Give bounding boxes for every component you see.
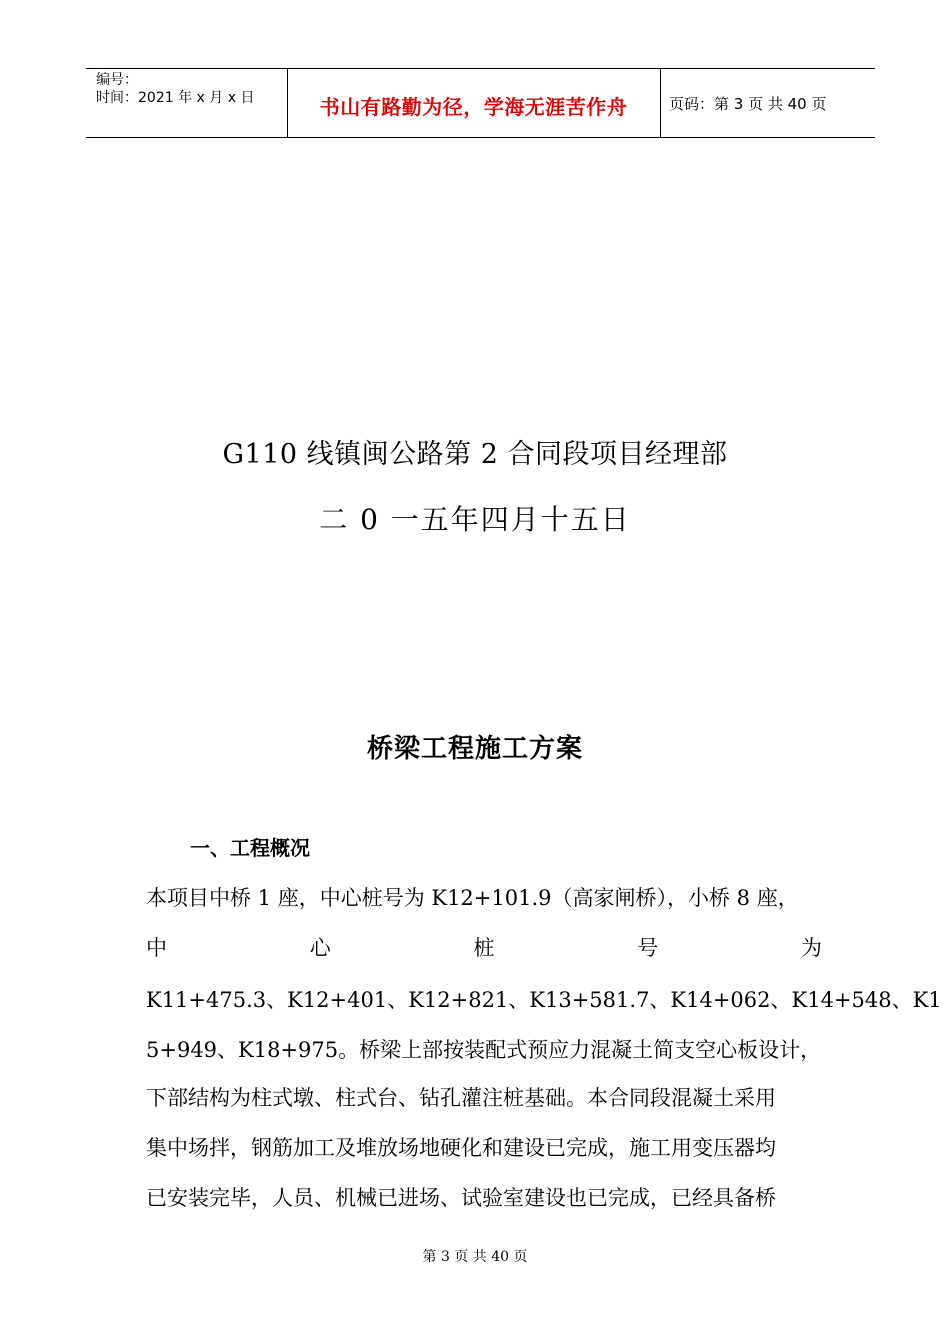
- justified-char: 心: [309, 936, 331, 960]
- justified-char: 桩: [473, 936, 495, 960]
- header-page-number: 页码：第 3 页 共 40 页: [669, 95, 827, 113]
- header-number: 编号：: [96, 72, 138, 88]
- paragraph-line: K11+475.3、K12+401、K12+821、K13+581.7、K14+062、K14+548、K1: [146, 988, 942, 1012]
- page-footer: 第 3 页 共 40 页: [422, 1249, 528, 1265]
- document-header: [86, 68, 875, 138]
- paragraph-line: 已安装完毕，人员、机械已进场、试验室建设也已完成，已经具备桥: [146, 1186, 776, 1210]
- header-meta: [96, 71, 254, 107]
- cover-date: 二 0 一五年四月十五日: [319, 503, 631, 536]
- paragraph-line: 集中场拌，钢筋加工及堆放场地硬化和建设已完成，施工用变压器均: [146, 1136, 776, 1160]
- header-motto: 书山有路勤为径，学海无涯苦作舟: [319, 95, 628, 119]
- paragraph-line: 下部结构为柱式墩、柱式台、钻孔灌注桩基础。本合同段混凝土采用: [146, 1086, 776, 1110]
- header-time: 时间：2021 年 x 月 x 日: [96, 90, 255, 106]
- justified-char: 为: [801, 936, 822, 960]
- paragraph-line: 5+949、K18+975。桥梁上部按装配式预应力混凝土简支空心板设计，: [146, 1038, 822, 1062]
- organization-name: G110 线镇闽公路第 2 合同段项目经理部: [222, 439, 728, 470]
- document-title: 桥梁工程施工方案: [366, 734, 583, 764]
- justified-char: 中: [146, 936, 167, 960]
- header-divider: [660, 69, 661, 137]
- section-heading: 一、工程概况: [190, 836, 310, 860]
- paragraph-line-justified: [146, 932, 822, 962]
- paragraph-line: 本项目中桥 1 座，中心桩号为 K12+101.9（高家闸桥），小桥 8 座，: [146, 886, 799, 910]
- justified-char: 号: [637, 936, 659, 960]
